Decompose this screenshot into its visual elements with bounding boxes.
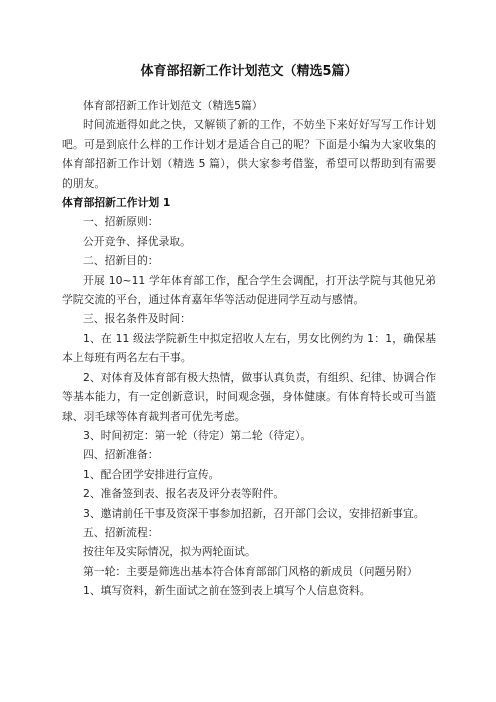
paragraph: 1、在 11 级法学院新生中拟定招收人左右，男女比例约为 1：1，确保基本上每班有两名左右干事。 bbox=[62, 331, 436, 365]
paragraph: 三、报名条件及时间： bbox=[83, 312, 191, 326]
document-title: 体育部招新工作计划范文（精选5篇） bbox=[140, 64, 358, 79]
paragraph: 2、对体育及体育部有极大热情，做事认真负责，有组织、纪律、协调合作等基本能力，有一定创新意识，时间观念强，身体健康。有体育特长或可当篮球、羽毛球等体育裁判者可优先考虑。 bbox=[62, 370, 436, 423]
paragraph: 3、邀请前任干事及资深干事参加招新，召开部门会议，安排招新事宜。 bbox=[83, 506, 425, 520]
paragraph: 开展 10~11 学年体育部工作，配合学生会调配，打开法学院与其他兄弟学院交流的平台，通过体育嘉年华等活动促进同学互动与感情。 bbox=[62, 273, 436, 307]
paragraph: 2、准备签到表、报名表及评分表等附件。 bbox=[83, 487, 285, 501]
paragraph: 1、填写资料，新生面试之前在签到表上填写个人信息资料。 bbox=[83, 584, 371, 598]
paragraph: 第一轮：主要是筛选出基本符合体育部部门风格的新成员（问题另附） bbox=[83, 564, 418, 578]
paragraph: 四、招新准备： bbox=[83, 448, 159, 462]
paragraph: 一、招新原则： bbox=[83, 215, 159, 229]
paragraph: 五、招新流程： bbox=[83, 525, 159, 539]
paragraph: 3、时间初定：第一轮（待定）第二轮（待定）。 bbox=[83, 428, 312, 442]
paragraph: 二、招新目的： bbox=[83, 254, 159, 268]
paragraph: 1、配合团学安排进行宣传。 bbox=[83, 467, 220, 481]
paragraph: 按往年及实际情况，拟为两轮面试。 bbox=[83, 545, 256, 559]
paragraph: 公开竞争、择优录取。 bbox=[83, 234, 191, 248]
subtitle-line: 体育部招新工作计划范文（精选5篇） bbox=[83, 99, 263, 112]
intro-paragraph: 时间流逝得如此之快，又解锁了新的工作，不妨坐下来好好写写工作计划吧。可是到底什么样的工作计划才是适合自己的呢？下面是小编为大家收集的体育部招新工作计划（精选 5 篇），供大家参考借鉴，希望可以帮助到有需要的朋友。 bbox=[62, 118, 436, 190]
section-heading: 体育部招新工作计划 1 bbox=[62, 196, 171, 210]
